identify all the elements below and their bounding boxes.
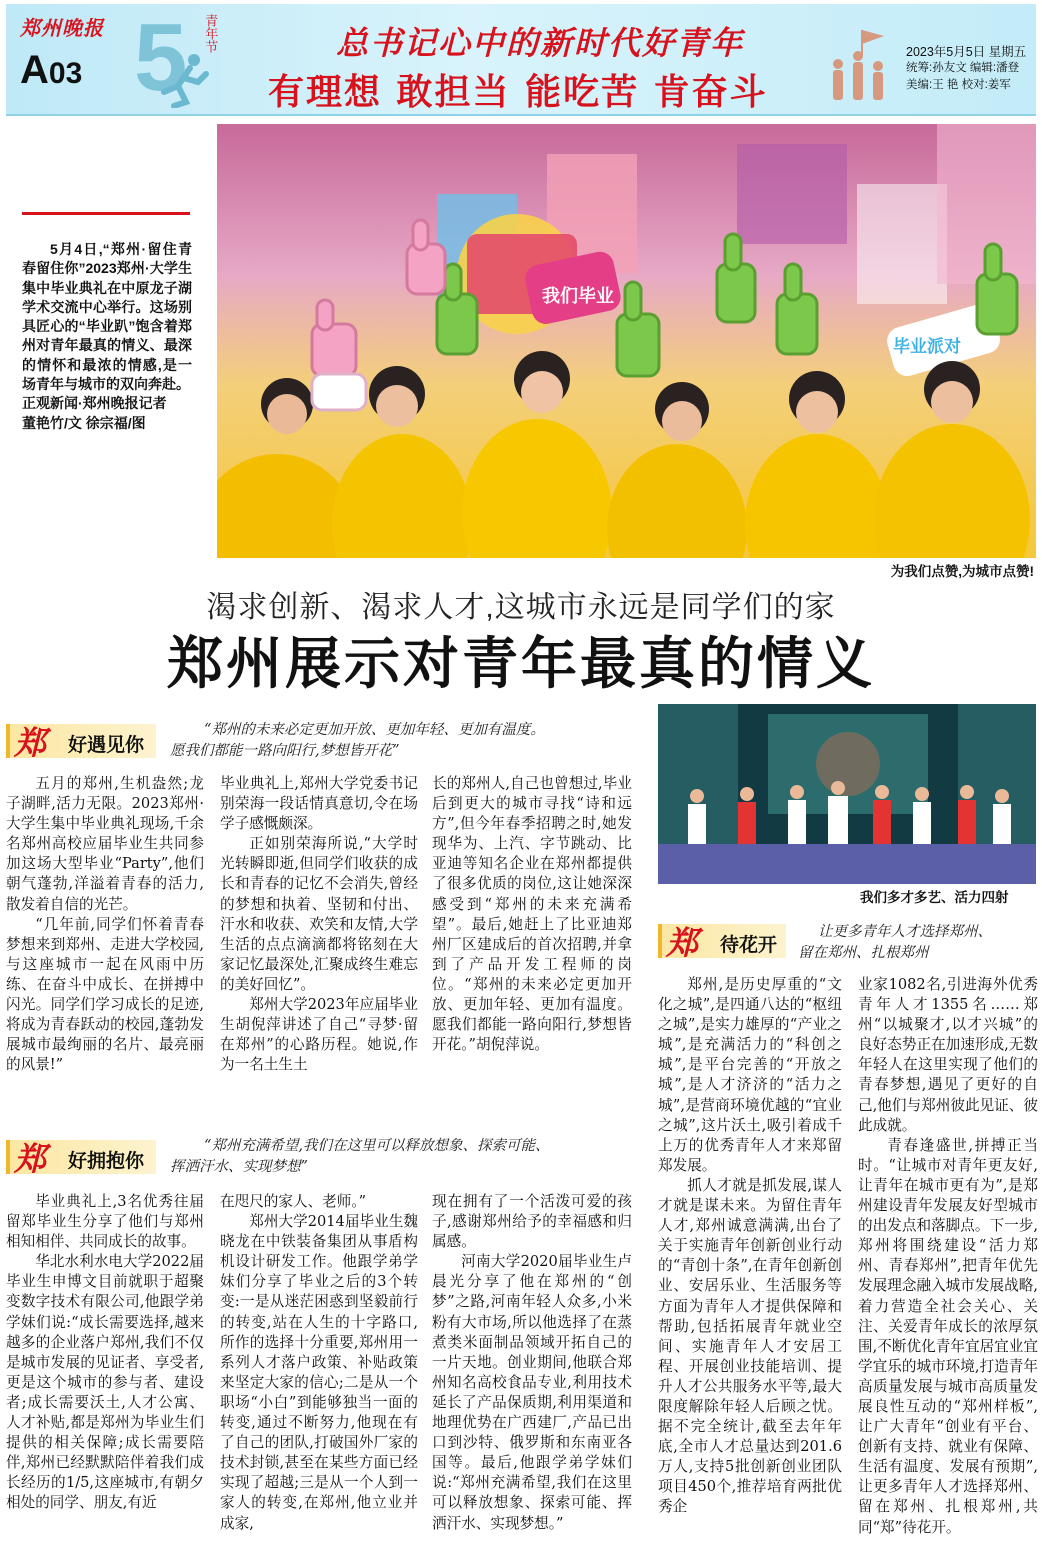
hero-sign-2: 毕业派对 [893,337,961,357]
festival-label: 青年节 [202,14,218,53]
section-name: 待花开 [720,935,778,956]
page-number: A03 [20,48,83,92]
section-1-column-2: 毕业典礼上,郑州大学党委书记别荣海一段话情真意切,令在场学子感慨颇深。 正如别荣海所说,“大学时光转瞬即逝,但同学们收获的成长和青春的记忆不会消失,曾经的梦想和执着、坚韧和付出、汗水和收获、欢笑和友情,大学生活的点点滴滴都将铭刻在大家记忆最深处,汇聚成终生难忘的美好回忆”。 郑州大学2023年应届毕业生胡倪萍讲述了自己“寻梦·留在郑州”的心路历程。她说,作为一名土生土 [220,775,418,1074]
article-kicker: 渴求创新、渴求人才,这城市永远是同学们的家 [206,591,836,624]
performance-photo-caption: 我们多才多艺、活力四射 [860,890,1009,905]
section-name: 好拥抱你 [68,1151,145,1172]
section-zheng-mark: 郑 [666,924,699,962]
section-2-column-1: 郑州,是历史厚重的“文化之城”,是四通八达的“枢纽之城”,是实力雄厚的“产业之城”,是充满活力的“科创之城”,是平台完善的“开放之城”,是人才济济的“活力之城”,是营商环境优越的“宜业之城”,这片沃土,吸引着成千上万的优秀青年人才来郑留郑发展。 抓人才就是抓发展,谋人才就是谋未来。为留住青年人才,郑州诚意满满,出台了关于实施青年创新创业行动的“青创十条”,在青年创新创业、安居乐业、生活服务等方面为青年人才提供保障和帮助,包括拓展青年就业空间、实施青年人才安居工程、开展创业技能培训、提升人才公共服务水平等,最大限度解除年轻人后顾之忧。据不完全统计,截至去年年底,全市人才总量达到201.6万人,支持5批创新创业团队项目450个,推荐培育两批优秀企 [658,976,842,1516]
hero-sign-1: 我们毕业 [542,286,614,307]
section-quote: “郑州的未来必定更加开放、更加年轻、更加有温度。 愿我们都能一路向阳行,梦想皆开花” [170,722,545,759]
paper-name: 郑州晚报 [20,16,104,40]
banner-headline-2: 有理想 敢担当 能吃苦 肯奋斗 [268,71,768,113]
staff-credits: 统筹:孙友文 编辑:潘登 美编:王 艳 校对:姜军 [906,62,1020,91]
issue-date: 2023年5月5日 星期五 [906,45,1027,59]
section-head-await-blossom [658,918,1038,964]
article-title: 郑州展示对青年最真的情义 [167,632,875,695]
section-zheng-mark: 郑 [14,1140,47,1178]
section-1-column-3: 长的郑州人,自己也曾想过,毕业后到更大的城市寻找“诗和远方”,但今年春季招聘之时,她发现华为、上汽、字节跳动、比亚迪等知名企业在郑州都提供了很多优质的岗位,这让她深深感受到“郑州的未来充满希望”。最后,她赶上了比亚迪郑州厂区建成后的首次招聘,并拿到了产品开发工程师的岗位。“郑州的未来必定更加开放、更加年轻、更加有温度。愿我们都能一路向阳行,梦想皆开花。”胡倪萍说。 [432,775,632,1054]
hero-photo [217,124,1036,558]
banner-headline-1: 总书记心中的新时代好青年 [336,24,745,62]
section-3-column-1: 毕业典礼上,3名优秀往届留郑毕业生分享了他们与郑州相知相伴、共同成长的故事。 华北水利水电大学2022届毕业生申博文目前就职于超聚变数字技术有限公司,他跟学弟学妹们说:“成长需要选择,越来越多的企业落户郑州,我们不仅是城市发展的见证者、享受者,更是这个城市的参与者、建设者;成长需要沃土,人才公寓、人才补贴,都是郑州为毕业生们提供的相关保障;成长需要陪伴,郑州已经默默陪伴着我们成长经历的1/5,这座城市,有朝夕相处的同学、朋友,有近 [6,1193,204,1512]
section-3-column-2: 在咫尺的家人、老师。” 郑州大学2014届毕业生魏晓龙在中铁装备集团从事盾构机设计研发工作。他跟学弟学妹们分享了毕业之后的3个转变:一是从迷茫困惑到坚毅前行的转变,站在人生的十字路口,所作的选择十分重要,郑州用一系列人才落户政策、补贴政策来坚定大家的信心;二是从一个职场“小白”到能够独当一面的转变,通过不断努力,他现在有了自己的团队,打破国外厂家的技术封锁,甚至在某些方面已经实现了超越;三是从一个人到一家人的转变,在郑州,他立业并成家, [220,1193,418,1532]
masthead-banner [6,4,1036,116]
section-name: 好遇见你 [68,735,145,756]
big-number-five: 5 [134,4,188,111]
lede-paragraph: 5月4日,“郑州·留住青春留住你”2023郑州·大学生集中毕业典礼在中原龙子湖学术交流中心举行。这场别具匠心的“毕业趴”饱含着郑州对青年最真的情义、最深的情怀和最浓的情感,是一场青年与城市的双向奔赴。 正观新闻·郑州晚报记者 董艳竹/文 徐宗福/图 [22,241,192,431]
runner-icon [154,52,214,108]
section-quote: 让更多青年人才选择郑州、 留在郑州、扎根郑州 [798,924,992,961]
section-3-column-3: 现在拥有了一个活泼可爱的孩子,感谢郑州给予的幸福感和归属感。 河南大学2020届毕业生卢晨光分享了他在郑州的“创梦”之路,河南年轻人众多,小米粉有大市场,所以他选择了在蒸煮类米面制品领域开拓自己的一片天地。创业期间,他联合郑州知名高校食品专业,利用技术延长了产品保质期,利用渠道和地理优势在广西建厂,产品已出口到沙特、俄罗斯和东南亚各国等。最后,他跟学弟学妹们说:“郑州充满希望,我们在这里可以释放想象、探索可能、挥洒汗水、实现梦想。” [432,1193,632,1532]
crowd-silhouette-icon [824,24,896,112]
section-zheng-mark: 郑 [14,724,47,762]
hero-illustration [217,124,1036,558]
section-head-meet-you [6,718,646,764]
performance-illustration [658,704,1036,884]
section-head-embrace-you [6,1134,646,1180]
hero-photo-caption: 为我们点赞,为城市点赞! [890,564,1034,579]
section-quote: “郑州充满希望,我们在这里可以释放想象、探索可能、 挥洒汗水、实现梦想” [170,1138,550,1175]
red-rule-divider [22,212,190,215]
section-1-column-1: 五月的郑州,生机盎然;龙子湖畔,活力无限。2023郑州·大学生集中毕业典礼现场,千余名郑州高校应届毕业生共同参加这场大型毕业“Party”,他们朝气蓬勃,洋溢着青春的活力,散发着自信的光芒。 “几年前,同学们怀着青春梦想来到郑州、走进大学校园,与这座城市一起在风雨中历练、在奋斗中成长、在拼搏中闪光。同学们学习成长的足迹,将成为青春跃动的校园,蓬勃发展城市最绚丽的名片、最亮丽的风景!” [6,775,204,1074]
section-2-column-2: 业家1082名,引进海外优秀青年人才1355名……郑州“以城聚才,以才兴城”的良好态势正在加速形成,无数年轻人在这里实现了他们的青春梦想,遇见了更好的自己,他们与郑州彼此见证、彼此成就。 青春逢盛世,拼搏正当时。“让城市对青年更友好,让青年在城市更有为”,是郑州建设青年发展友好型城市的出发点和落脚点。下一步,郑州将围绕建设“活力郑州、青春郑州”,把青年优先发展理念融入城市发展战略,着力营造全社会关心、关注、关爱青年成长的浓厚氛围,不断优化青年宜居宜业宜学宜乐的城市环境,打造青年高质量发展与城市高质量发展良性互动的“郑州样板”,让广大青年“创业有平台、创新有支持、就业有保障、生活有温度、发展有预期”,让更多青年人才选择郑州、留在郑州、扎根郑州,共同“郑”待花开。 [858,976,1038,1536]
performance-photo [658,704,1036,884]
